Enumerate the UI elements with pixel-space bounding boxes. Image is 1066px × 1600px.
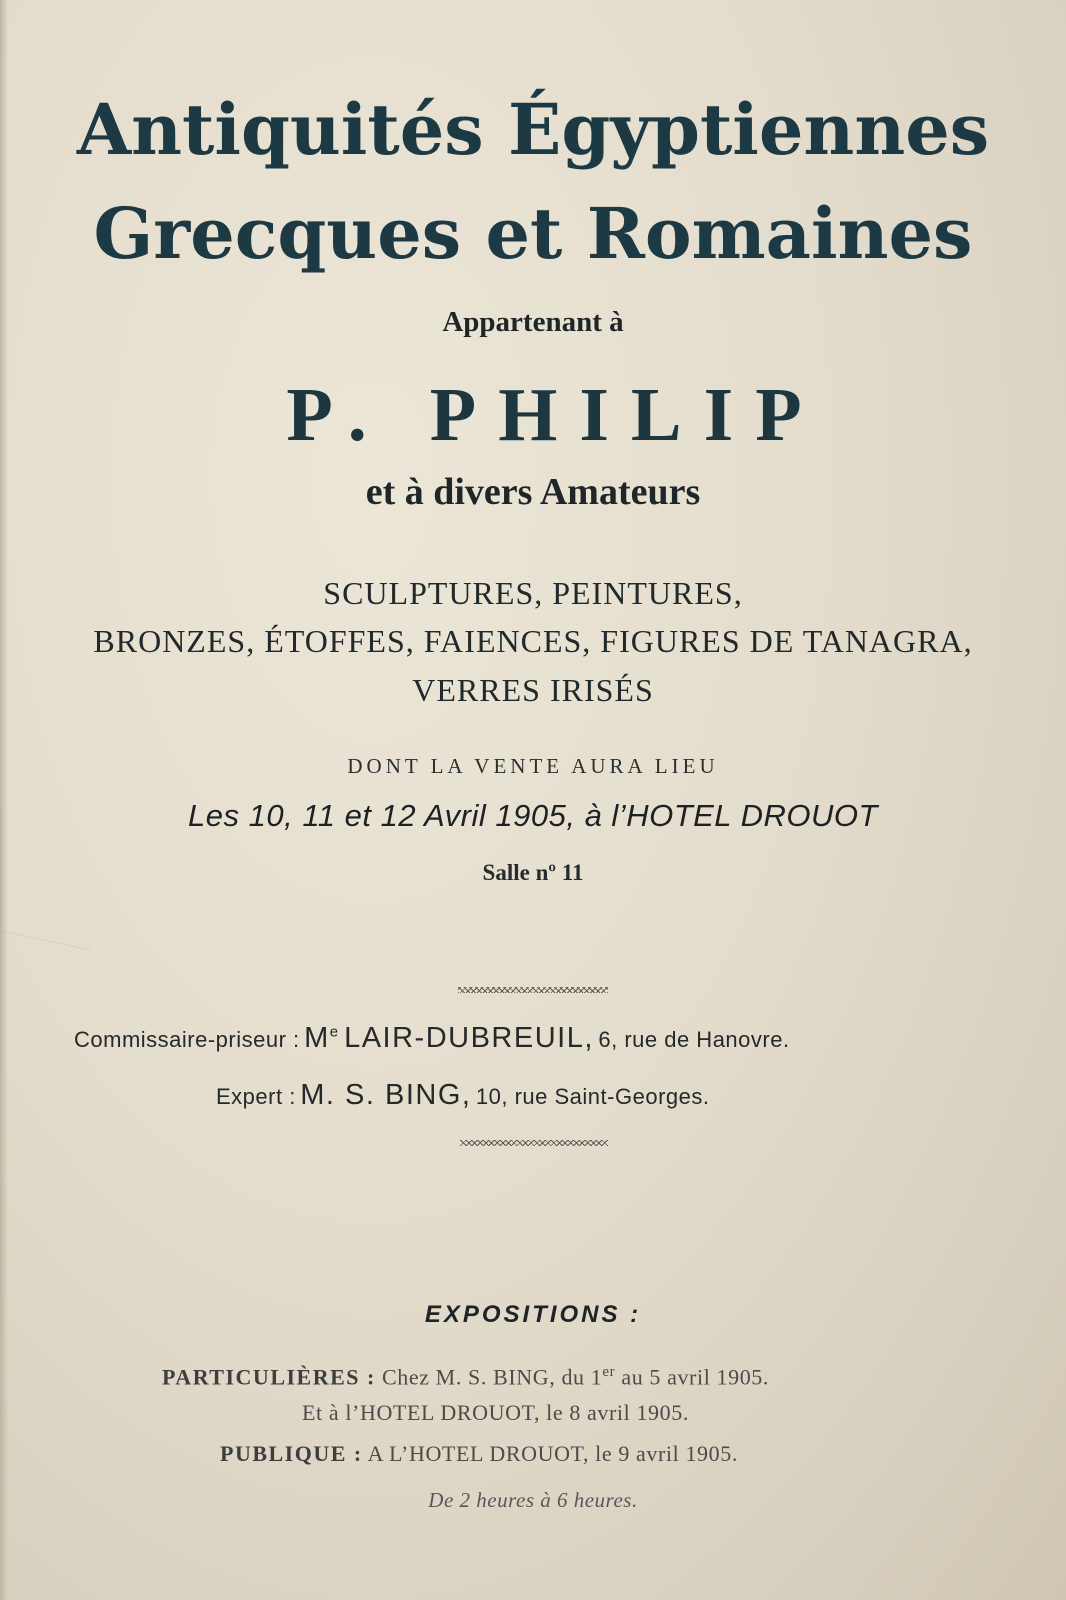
- expert-label: Expert :: [216, 1084, 296, 1109]
- vente-intro: DONT LA VENTE AURA LIEU: [347, 754, 719, 778]
- exposition-drouot: Et à l’HOTEL DROUOT, le 8 avril 1905.: [302, 1400, 689, 1425]
- exposition-hours: De 2 heures à 6 heures.: [428, 1488, 638, 1512]
- commissaire-address: 6, rue de Hanovre.: [598, 1027, 790, 1052]
- category-line-2: BRONZES, ÉTOFFES, FAIENCES, FIGURES DE TANAGRA,: [93, 623, 973, 659]
- expert-address: 10, rue Saint-Georges.: [475, 1084, 710, 1109]
- commissaire-row: [74, 1022, 1066, 1055]
- particulieres-text-a: Chez M. S. BING, du 1: [381, 1364, 603, 1390]
- appartenant-text: Appartenant à: [442, 306, 624, 338]
- expert-name: M. S. BING,: [300, 1079, 472, 1111]
- title-line-1: Antiquités Égyptiennes: [76, 88, 990, 171]
- particulieres-sup: er: [602, 1364, 616, 1380]
- expert-row: [216, 1079, 1066, 1112]
- publique-text: A L’HOTEL DROUOT, le 9 avril 1905.: [367, 1441, 738, 1466]
- ornament-divider-top: [458, 987, 608, 993]
- category-line-1: SCULPTURES, PEINTURES,: [323, 575, 743, 611]
- salle-number: Salle nº 11: [482, 860, 584, 885]
- ornament-divider-bottom: [460, 1140, 608, 1146]
- commissaire-label: Commissaire-priseur :: [74, 1027, 300, 1052]
- owner-name: P. PHILIP: [286, 373, 824, 457]
- publique-label: PUBLIQUE :: [220, 1441, 363, 1466]
- particulieres-label: PARTICULIÈRES :: [162, 1364, 376, 1390]
- particulieres-text-b: au 5 avril 1905.: [621, 1364, 770, 1390]
- sale-dates: Les 10, 11 et 12 Avril 1905, à l’HOTEL DROUOT: [188, 798, 878, 833]
- commissaire-name: LAIR-DUBREUIL,: [344, 1022, 594, 1054]
- commissaire-title: Me: [304, 1022, 340, 1054]
- expositions-heading: EXPOSITIONS :: [424, 1301, 642, 1328]
- title-line-2: Grecques et Romaines: [93, 192, 973, 275]
- exposition-publique: [220, 1441, 738, 1467]
- exposition-particulieres: [162, 1364, 769, 1390]
- category-line-3: VERRES IRISÉS: [412, 672, 654, 708]
- amateurs-text: et à divers Amateurs: [365, 471, 701, 513]
